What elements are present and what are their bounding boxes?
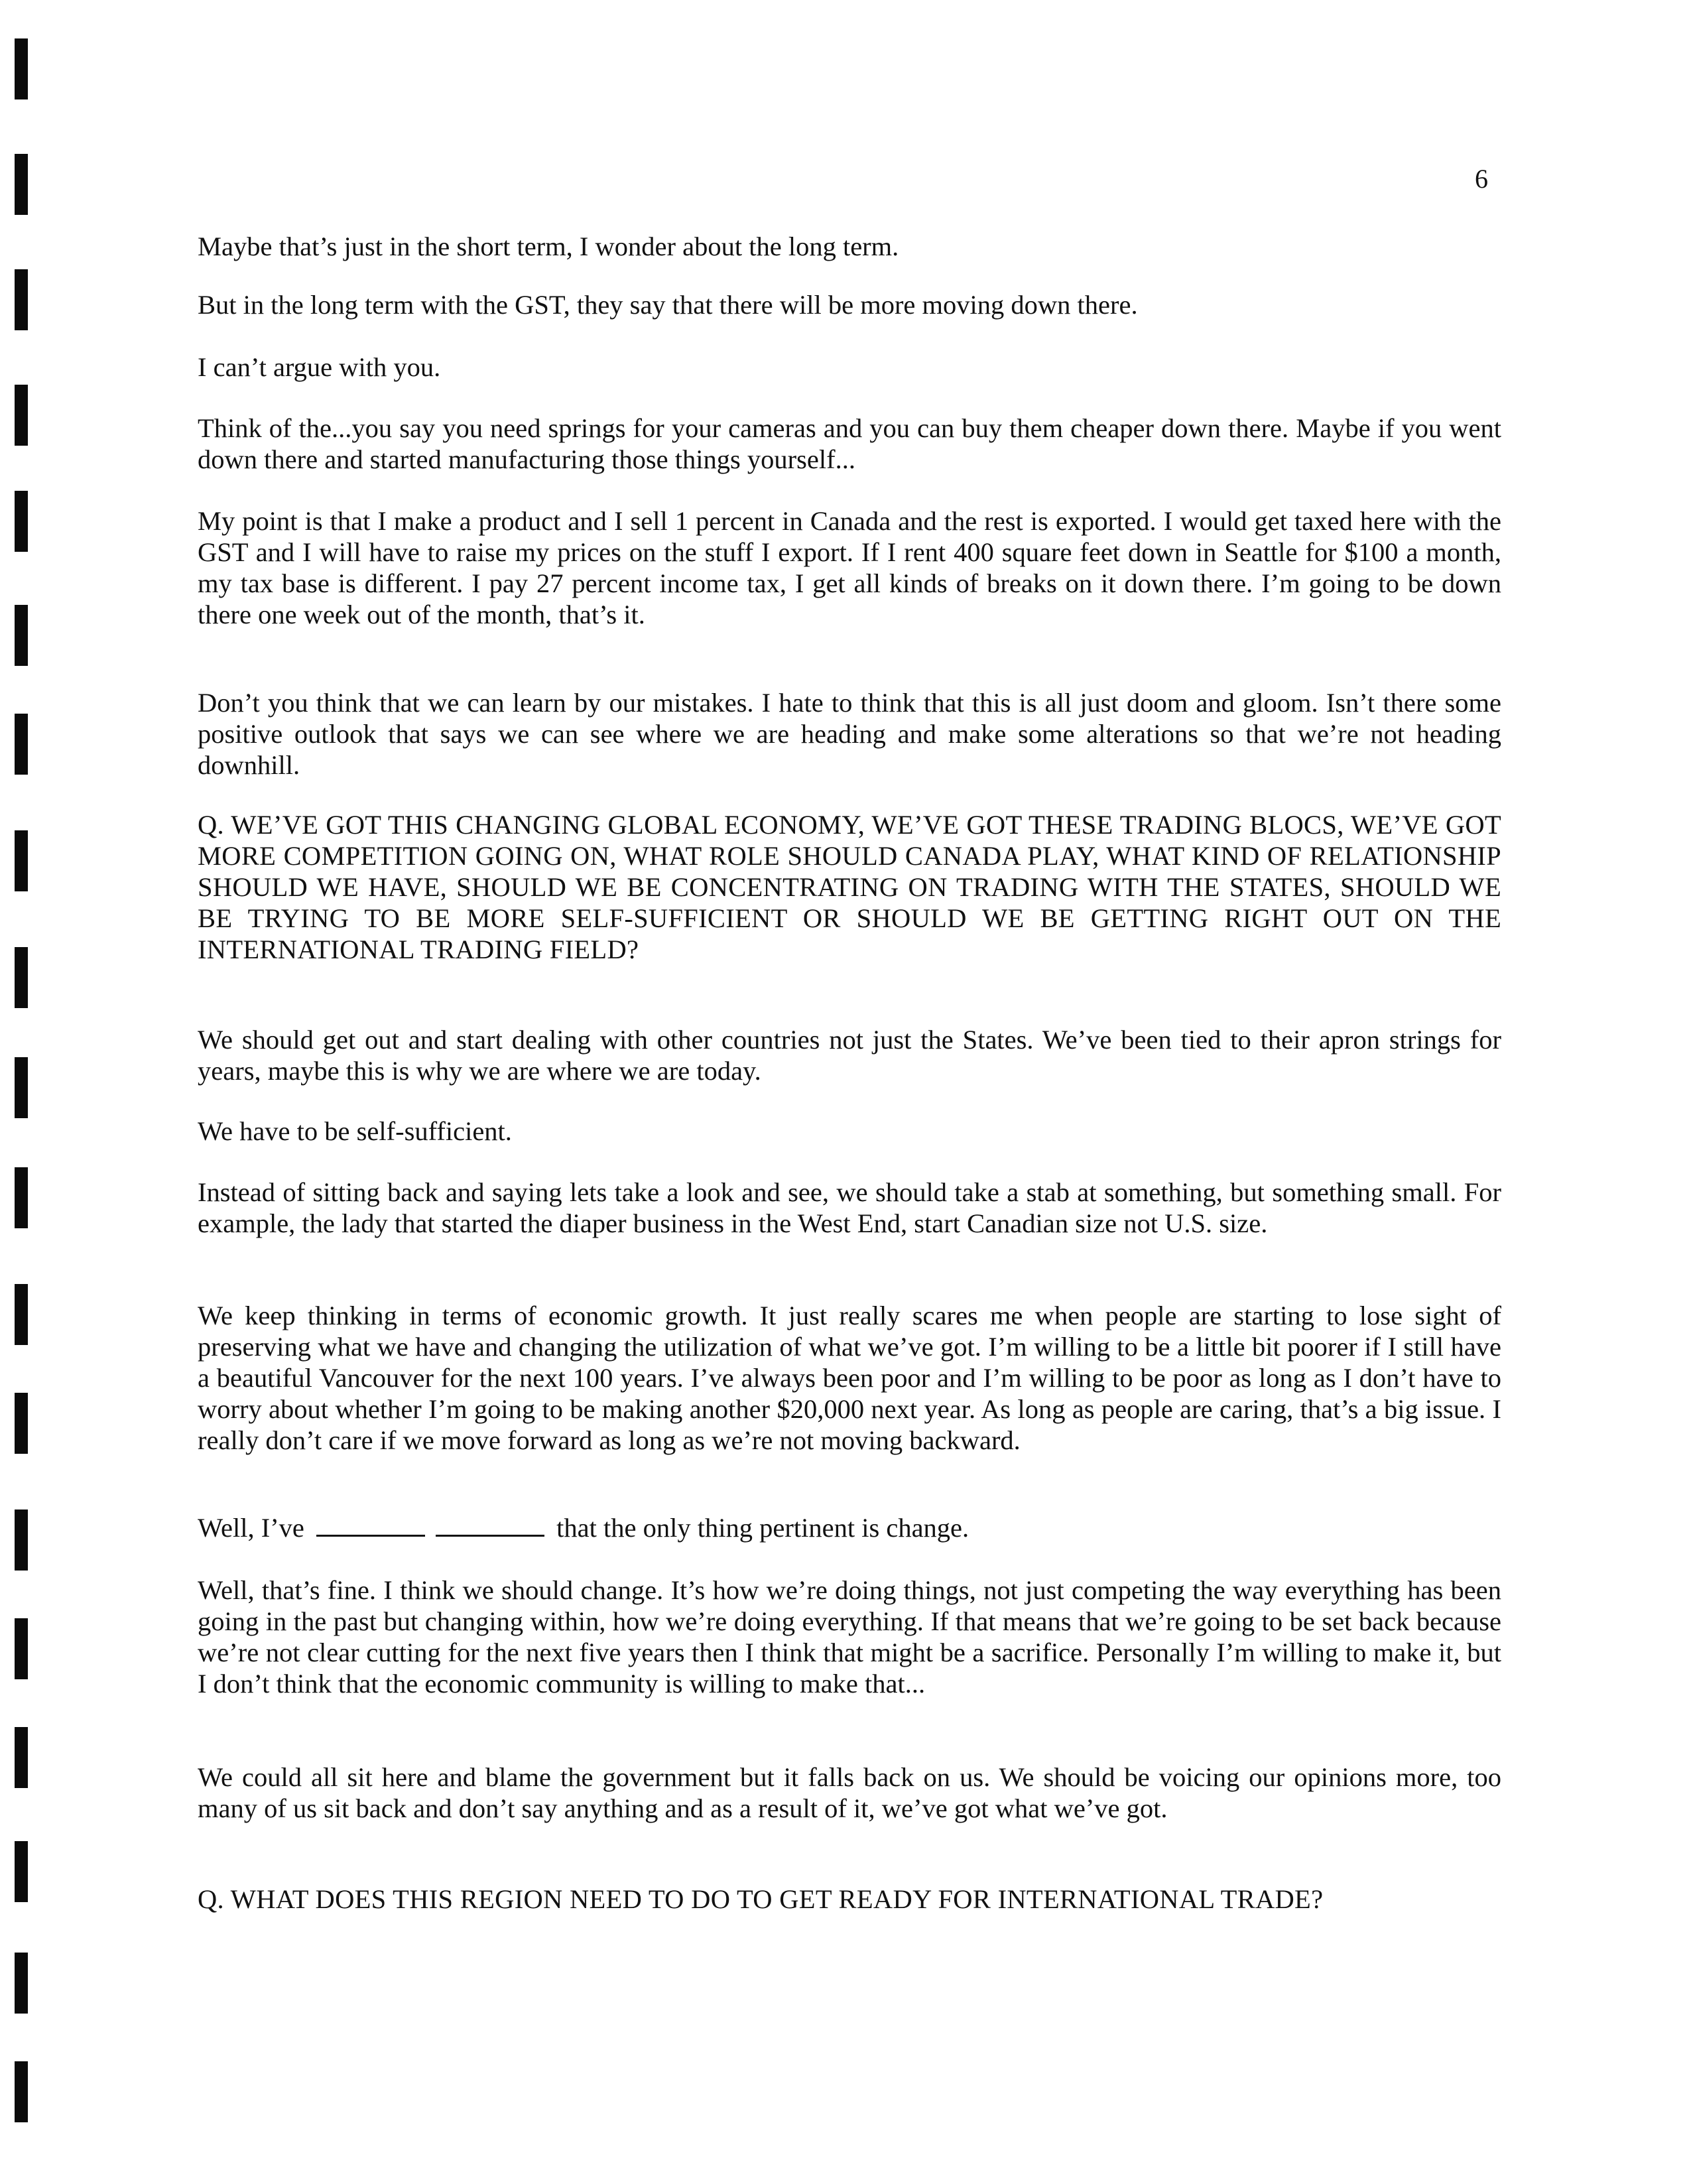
paragraph: Think of the...you say you need springs for your cameras and you can buy them cheaper down there. Maybe if you went down there and started manufacturing those things yourself... [198, 413, 1501, 474]
binding-mark [15, 947, 28, 1008]
binding-mark [15, 830, 28, 891]
page-number: 6 [1475, 164, 1488, 194]
paragraph: Instead of sitting back and saying lets take a look and see, we should take a stab at something, but something small. For example, the lady that started the diaper business in the West End, start Canadian size not U.S. size. [198, 1177, 1501, 1238]
binding-mark [15, 714, 28, 775]
paragraph: Maybe that’s just in the short term, I wonder about the long term. [198, 231, 899, 261]
binding-mark [15, 385, 28, 446]
paragraph: Don’t you think that we can learn by our mistakes. I hate to think that this is all just doom and gloom. Isn’t there some positive outlook that says we can see where we are heading and make some alterations so that we’re not heading downhill. [198, 688, 1501, 780]
binding-mark [15, 1284, 28, 1345]
paragraph: We keep thinking in terms of economic growth. It just really scares me when people are starting to lose sight of preserving what we have and changing the utilization of what we’ve got. I’m willing to be a little bit poorer if I still have a beautiful Vancouver for the next 100 years. I’ve always been poor and I’m willing to be poor as long as I don’t have to worry about whether I’m going to be making another $20,000 next year. As long as people are caring, that’s a big issue. I really don’t care if we move forward as long as we’re not moving backward. [198, 1301, 1501, 1455]
binding-mark [15, 1510, 28, 1571]
paragraph: We have to be self-sufficient. [198, 1116, 512, 1146]
paragraph: Well, that’s fine. I think we should change. It’s how we’re doing things, not just competing the way everything has been going in the past but changing within, how we’re doing everything. If that means that we’re going to be set back because we’re not clear cutting for the next five years then I think that might be a sacrifice. Personally I’m willing to make it, but I don’t think that the economic community is willing to make that... [198, 1575, 1501, 1699]
binding-marks [15, 0, 34, 2184]
binding-mark [15, 1057, 28, 1118]
binding-mark [15, 1167, 28, 1228]
binding-mark [15, 1841, 28, 1902]
binding-mark [15, 1618, 28, 1679]
binding-mark [15, 38, 28, 99]
paragraph: But in the long term with the GST, they say that there will be more moving down there. [198, 290, 1138, 320]
binding-mark [15, 605, 28, 666]
paragraph: We should get out and start dealing with other countries not just the States. We’ve been tied to their apron strings for years, maybe this is why we are where we are today. [198, 1025, 1501, 1086]
blank-line-after: that the only thing pertinent is change. [556, 1513, 969, 1543]
blank-line-before: Well, I’ve [198, 1513, 304, 1543]
paragraph: We could all sit here and blame the government but it falls back on us. We should be voicing our opinions more, too many of us sit back and don’t say anything and as a result of it, we’ve got what we’ve got. [198, 1762, 1501, 1823]
blank-line [436, 1515, 544, 1537]
question-heading: Q. WHAT DOES THIS REGION NEED TO DO TO GET READY FOR INTERNATIONAL TRADE? [198, 1884, 1324, 1914]
blank-line [316, 1515, 425, 1537]
binding-mark [15, 154, 28, 215]
paragraph: I can’t argue with you. [198, 352, 441, 382]
binding-mark [15, 491, 28, 552]
binding-mark [15, 1393, 28, 1454]
binding-mark [15, 1953, 28, 2014]
paragraph: My point is that I make a product and I sell 1 percent in Canada and the rest is exported. I would get taxed here with the GST and I will have to raise my prices on the stuff I export. If I rent 400 square feet down in Seattle for $100 a month, my tax base is different. I pay 27 percent income tax, I get all kinds of breaks on it down there. I’m going to be down there one week out of the month, that’s it. [198, 506, 1501, 629]
paragraph-with-blanks [198, 1512, 1501, 1543]
question-heading: Q. WE’VE GOT THIS CHANGING GLOBAL ECONOMY, WE’VE GOT THESE TRADING BLOCS, WE’VE GOT MORE COMPETITION GOING ON, WHAT ROLE SHOULD CANADA PLAY, WHAT KIND OF RELATIONSHIP SHOULD WE HAVE, SHOULD WE BE CONCENTRATING ON TRADING WITH THE STATES, SHOULD WE BE TRYING TO BE MORE SELF-SUFFICIENT OR SHOULD WE BE GETTING RIGHT OUT ON THE INTERNATIONAL TRADING FIELD? [198, 810, 1501, 964]
binding-mark [15, 2061, 28, 2122]
binding-mark [15, 1727, 28, 1788]
binding-mark [15, 269, 28, 330]
